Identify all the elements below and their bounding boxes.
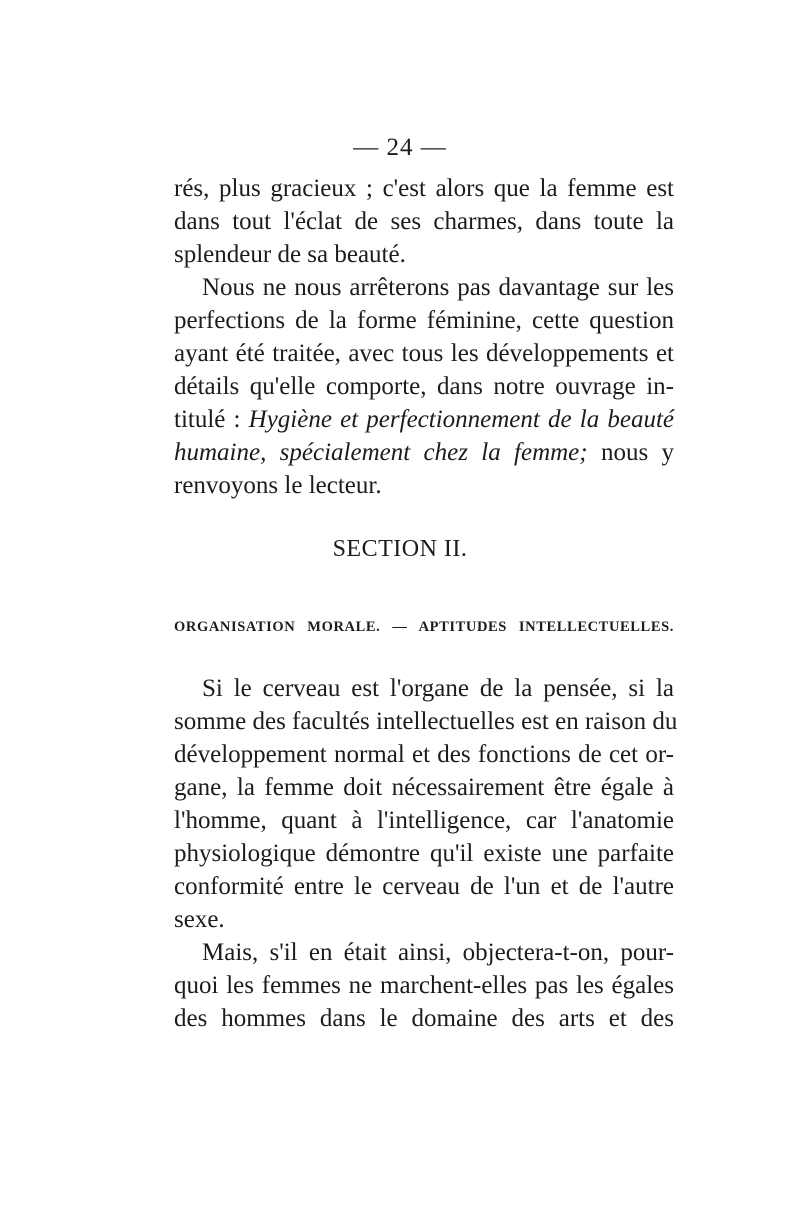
paragraph xyxy=(174,672,678,936)
text-line: quoi les femmes ne marchent-elles pas les égales xyxy=(174,972,674,999)
paragraph xyxy=(174,172,674,271)
text-line: Nous ne nous arrêterons pas davantage sur les xyxy=(202,274,674,301)
text-line-mixed xyxy=(174,403,674,436)
text-span: titulé : xyxy=(174,406,249,433)
page-number: — 24 — xyxy=(353,134,447,161)
text-line: dans tout l'éclat de ses charmes, dans toute la xyxy=(174,208,674,235)
text-line: splendeur de sa beauté. xyxy=(174,241,406,268)
text-line: ayant été traitée, avec tous les développements et xyxy=(174,340,674,367)
text-line: conformité entre le cerveau de l'un et de l'autre xyxy=(174,873,674,900)
text-line-mixed xyxy=(174,436,674,469)
text-line: Mais, s'il en était ainsi, objectera-t-on, pour- xyxy=(202,939,674,966)
text-line: l'homme, quant à l'intelligence, car l'anatomie xyxy=(174,807,674,834)
section-heading: SECTION II. xyxy=(332,536,468,562)
text-line: perfections de la forme féminine, cette question xyxy=(174,307,674,334)
paragraph xyxy=(174,271,674,502)
text-line: des hommes dans le domaine des arts et des xyxy=(174,1005,674,1032)
book-title-italic: Hygiène et perfectionnement de la beauté xyxy=(248,406,675,433)
text-line: gane, la femme doit nécessairement être égale à xyxy=(174,774,674,801)
text-line: somme des facultés intellectuelles est en raison du xyxy=(174,708,678,735)
text-line: sexe. xyxy=(174,906,225,933)
text-line: renvoyons le lecteur. xyxy=(174,472,382,499)
text-line: physiologique démontre qu'il existe une parfaite xyxy=(174,840,674,867)
paragraph xyxy=(174,936,674,1035)
text-line: rés, plus gracieux ; c'est alors que la femme est xyxy=(174,175,674,202)
text-line: développement normal et des fonctions de cet or- xyxy=(174,741,674,768)
book-title-italic: humaine, spécialement chez la femme; xyxy=(174,439,588,466)
text-line: Si le cerveau est l'organe de la pensée, si la xyxy=(202,675,674,702)
text-span: nous y xyxy=(587,439,674,466)
text-line: détails qu'elle comporte, dans notre ouvrage in- xyxy=(174,373,674,400)
top-text-block xyxy=(174,172,674,502)
section-subheading: ORGANISATION MORALE. — APTITUDES INTELLECTUELLES. xyxy=(174,619,674,635)
bottom-text-block xyxy=(174,672,678,1035)
